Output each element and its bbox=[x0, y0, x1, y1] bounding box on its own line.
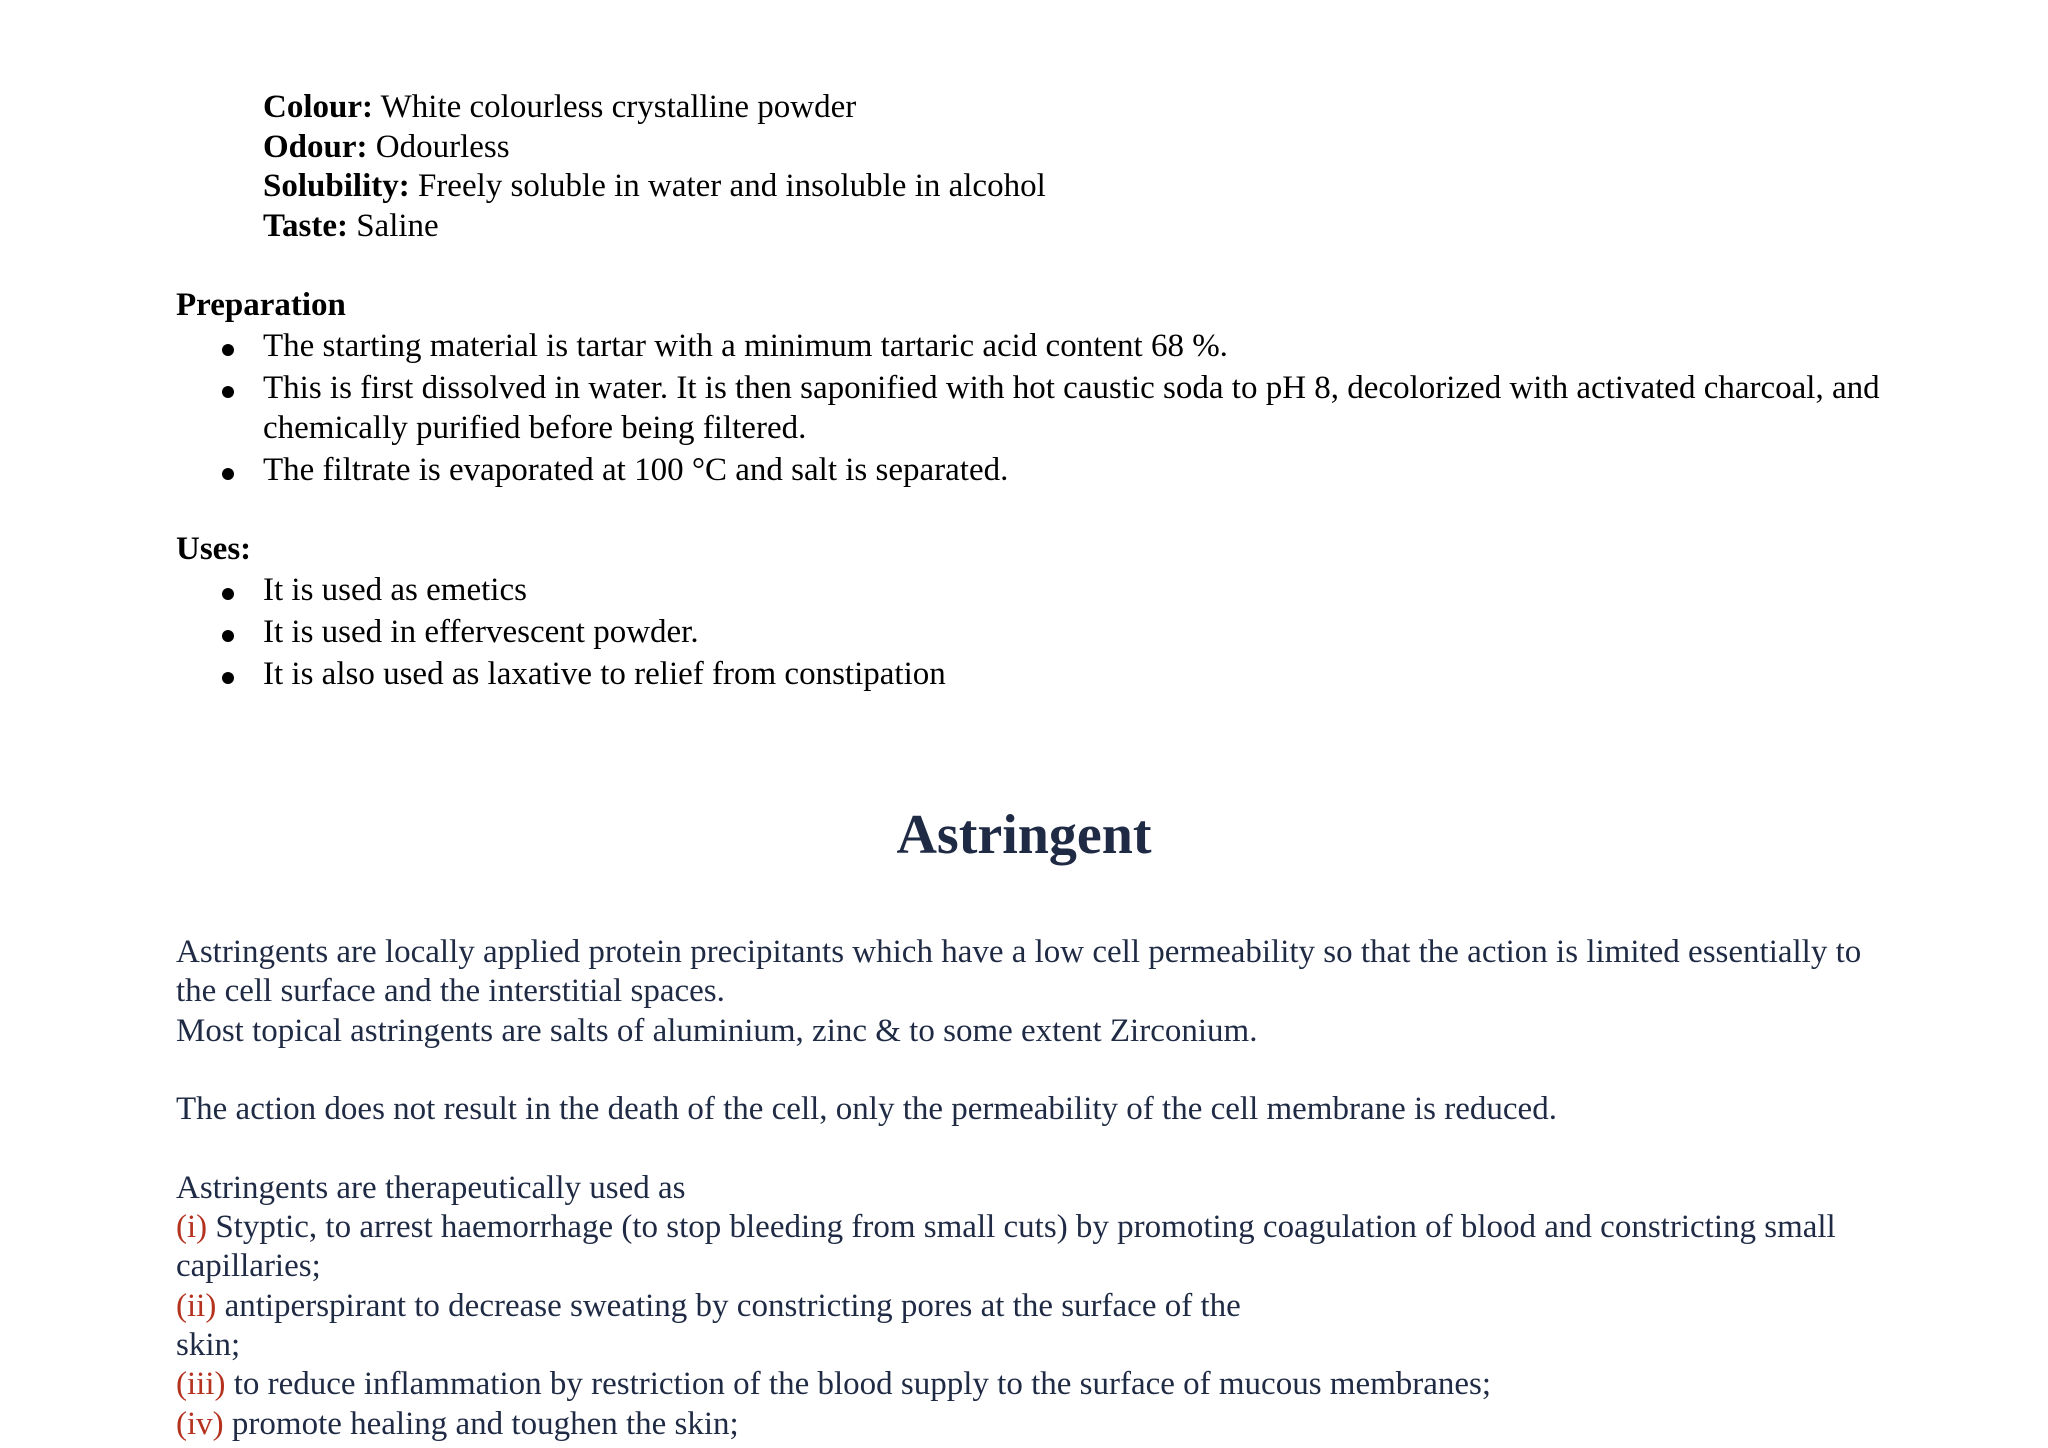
therapeutic-use-item bbox=[176, 1405, 1896, 1444]
list-item bbox=[176, 451, 1896, 491]
astringent-paragraph: Most topical astringents are salts of aluminium, zinc & to some extent Zirconium. bbox=[176, 1012, 1258, 1049]
astringent-title: Astringent bbox=[896, 804, 1152, 866]
list-item-text: It is also used as laxative to relief from constipation bbox=[263, 656, 946, 692]
paragraph-spacer bbox=[176, 1129, 1896, 1168]
preparation-list bbox=[176, 327, 1896, 490]
therapeutic-use-text: antiperspirant to decrease sweating by constricting pores at the surface of the bbox=[216, 1287, 1241, 1324]
roman-numeral: (iv) bbox=[176, 1405, 224, 1442]
bullet-icon bbox=[222, 344, 234, 356]
bullet-icon bbox=[222, 630, 234, 642]
list-item bbox=[176, 613, 1896, 653]
roman-numeral: (i) bbox=[176, 1209, 208, 1246]
bullet-icon bbox=[222, 386, 234, 398]
property-odour bbox=[263, 128, 1046, 168]
uses-section bbox=[176, 530, 1896, 697]
property-value: Odourless bbox=[367, 128, 510, 165]
property-taste bbox=[263, 207, 1046, 247]
list-item-text: It is used as emetics bbox=[263, 572, 527, 608]
property-key: Taste: bbox=[263, 207, 348, 244]
list-item bbox=[176, 655, 1896, 695]
roman-numeral: (iii) bbox=[176, 1366, 226, 1403]
property-key: Colour: bbox=[263, 89, 373, 125]
paragraph-spacer bbox=[176, 1051, 1896, 1090]
bullet-icon bbox=[222, 672, 234, 684]
list-item bbox=[176, 327, 1896, 367]
list-item-text: The starting material is tartar with a minimum tartaric acid content 68 %. bbox=[263, 328, 1228, 364]
preparation-section bbox=[176, 286, 1896, 493]
therapeutic-use-item bbox=[176, 1208, 1896, 1287]
astringent-paragraph: Astringents are locally applied protein precipitants which have a low cell permeability so that the action is limited essentially to the cell surface and the interstitial spaces. bbox=[176, 934, 1862, 1010]
roman-numeral: (ii) bbox=[176, 1287, 217, 1324]
property-solubility bbox=[263, 167, 1046, 207]
property-value: Freely soluble in water and insoluble in alcohol bbox=[409, 168, 1046, 204]
therapeutic-use-text: promote healing and toughen the skin; bbox=[223, 1405, 739, 1442]
list-item bbox=[176, 571, 1896, 611]
therapeutic-use-text: Styptic, to arrest haemorrhage (to stop bleeding from small cuts) by promoting coagulation of blood and constricting small capillaries; bbox=[176, 1209, 1836, 1285]
property-key: Odour: bbox=[263, 128, 368, 165]
preparation-heading: Preparation bbox=[176, 287, 346, 323]
astringent-paragraph: Astringents are therapeutically used as bbox=[176, 1169, 686, 1206]
list-item-text: The filtrate is evaporated at 100 °C and salt is separated. bbox=[263, 451, 1009, 488]
property-key: Solubility: bbox=[263, 168, 410, 204]
list-item-text: It is used in effervescent powder. bbox=[263, 614, 699, 650]
properties-list bbox=[263, 88, 1046, 246]
list-item-text: This is first dissolved in water. It is then saponified with hot caustic soda to pH 8, decolorized with activated charcoal, and chemically purified before being filtered. bbox=[263, 370, 1880, 446]
bullet-icon bbox=[222, 588, 234, 600]
astringent-body bbox=[176, 933, 1896, 1444]
property-value: Saline bbox=[347, 207, 439, 244]
list-item bbox=[176, 369, 1896, 448]
property-value: White colourless crystalline powder bbox=[373, 89, 857, 125]
uses-list bbox=[176, 571, 1896, 695]
therapeutic-use-text: to reduce inflammation by restriction of the blood supply to the surface of mucous membranes; bbox=[225, 1366, 1492, 1403]
therapeutic-use-item bbox=[176, 1365, 1896, 1404]
therapeutic-use-continuation: skin; bbox=[176, 1326, 241, 1363]
therapeutic-use-item bbox=[176, 1287, 1896, 1326]
uses-heading: Uses: bbox=[176, 531, 252, 567]
astringent-paragraph: The action does not result in the death of the cell, only the permeability of the cell membrane is reduced. bbox=[176, 1091, 1557, 1128]
bullet-icon bbox=[222, 468, 234, 480]
property-colour bbox=[263, 88, 1046, 128]
